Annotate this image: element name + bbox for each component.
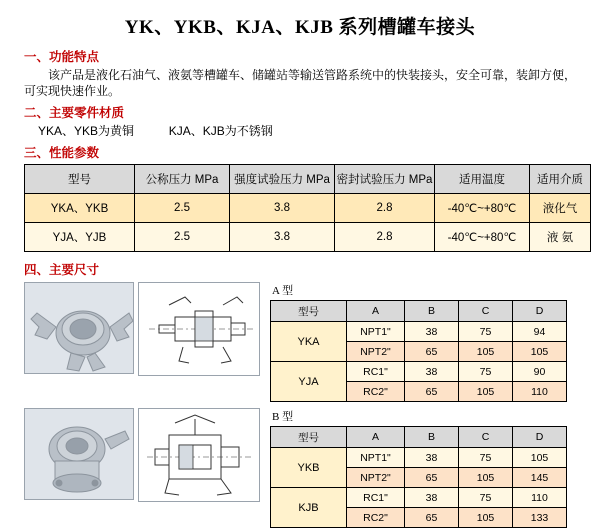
- col-d: D: [513, 301, 567, 322]
- cell-nominal-pressure: 2.5: [135, 194, 230, 223]
- col-a: A: [347, 301, 405, 322]
- dimensions-area: [24, 282, 594, 528]
- cell-model: YKB: [271, 448, 347, 488]
- cell-a: RC1": [347, 488, 405, 508]
- table-row: [271, 488, 567, 508]
- cell-model: YKA: [271, 322, 347, 362]
- table-row: [271, 448, 567, 468]
- cell-seal-test-pressure: 2.8: [335, 223, 435, 252]
- coupling-drawing-b: [138, 408, 260, 502]
- cell-a: NPT2": [347, 468, 405, 488]
- cell-strength-test-pressure: 3.8: [230, 194, 335, 223]
- cell-d: 133: [513, 508, 567, 528]
- section-heading-performance: 三、性能参数: [24, 146, 100, 160]
- col-strength-test-pressure: 强度试验压力 MPa: [230, 165, 335, 194]
- cell-a: RC2": [347, 382, 405, 402]
- cell-c: 75: [459, 488, 513, 508]
- cell-strength-test-pressure: 3.8: [230, 223, 335, 252]
- cell-a: NPT1": [347, 322, 405, 342]
- table-header-row: [271, 301, 567, 322]
- section-text-features: 该产品是液化石油气、液氨等槽罐车、储罐站等输送管路系统中的快装接头，安全可靠，装卸方便，可实现快速作业。: [24, 68, 577, 98]
- dimension-table-a: [270, 300, 567, 402]
- col-seal-test-pressure: 密封试验压力 MPa: [335, 165, 435, 194]
- performance-table: [24, 164, 591, 252]
- col-c: C: [459, 427, 513, 448]
- col-a: A: [347, 427, 405, 448]
- cell-d: 105: [513, 448, 567, 468]
- dimension-table-b: [270, 426, 567, 528]
- col-nominal-pressure: 公称压力 MPa: [135, 165, 230, 194]
- cell-d: 110: [513, 488, 567, 508]
- material-brass: YKA、YKB为黄铜: [38, 124, 135, 138]
- cell-b: 65: [405, 382, 459, 402]
- coupling-drawing-a: [138, 282, 260, 376]
- cell-c: 105: [459, 508, 513, 528]
- cell-b: 65: [405, 508, 459, 528]
- cell-c: 105: [459, 468, 513, 488]
- cell-c: 75: [459, 362, 513, 382]
- cell-c: 105: [459, 342, 513, 362]
- cell-nominal-pressure: 2.5: [135, 223, 230, 252]
- coupling-photo-b: [24, 408, 134, 500]
- col-temperature: 适用温度: [435, 165, 530, 194]
- dimension-table-a-wrap: [270, 282, 567, 402]
- col-b: B: [405, 301, 459, 322]
- dimension-row-b: [24, 408, 594, 528]
- material-steel: KJA、KJB为不锈钢: [168, 124, 273, 138]
- col-model: 型号: [25, 165, 135, 194]
- cell-c: 75: [459, 322, 513, 342]
- cell-c: 75: [459, 448, 513, 468]
- cell-b: 65: [405, 342, 459, 362]
- col-d: D: [513, 427, 567, 448]
- cell-seal-test-pressure: 2.8: [335, 194, 435, 223]
- cell-model: YJA: [271, 362, 347, 402]
- section-heading-dimensions: 四、主要尺寸: [24, 263, 100, 277]
- cell-d: 90: [513, 362, 567, 382]
- cell-medium: 液 氨: [530, 223, 591, 252]
- cell-a: NPT1": [347, 448, 405, 468]
- cell-d: 145: [513, 468, 567, 488]
- cell-a: RC1": [347, 362, 405, 382]
- col-b: B: [405, 427, 459, 448]
- table-header-row: [271, 427, 567, 448]
- dimension-table-b-wrap: [270, 408, 567, 528]
- col-medium: 适用介质: [530, 165, 591, 194]
- section-heading-materials: 二、主要零件材质: [24, 106, 125, 120]
- table-row: [271, 322, 567, 342]
- cell-a: RC2": [347, 508, 405, 528]
- cell-d: 105: [513, 342, 567, 362]
- cell-b: 38: [405, 362, 459, 382]
- cell-c: 105: [459, 382, 513, 402]
- cell-b: 38: [405, 488, 459, 508]
- col-c: C: [459, 301, 513, 322]
- cell-a: NPT2": [347, 342, 405, 362]
- cell-b: 38: [405, 322, 459, 342]
- col-model: 型号: [271, 301, 347, 322]
- cell-b: 65: [405, 468, 459, 488]
- type-label-b: B 型: [272, 411, 294, 423]
- table-row: [271, 362, 567, 382]
- cell-temperature: -40℃~+80℃: [435, 194, 530, 223]
- cell-medium: 液化气: [530, 194, 591, 223]
- cell-model: YJA、YJB: [25, 223, 135, 252]
- cell-temperature: -40℃~+80℃: [435, 223, 530, 252]
- page-title: YK、YKB、KJA、KJB 系列槽罐车接头: [124, 17, 476, 38]
- dimension-row-a: [24, 282, 594, 402]
- table-header-row: [25, 165, 591, 194]
- section-heading-features: 一、功能特点: [24, 50, 100, 64]
- document-page: [0, 12, 600, 528]
- type-label-a: A 型: [272, 285, 294, 297]
- cell-b: 38: [405, 448, 459, 468]
- coupling-photo-a: [24, 282, 134, 374]
- table-row: [25, 223, 591, 252]
- table-row: [25, 194, 591, 223]
- cell-d: 110: [513, 382, 567, 402]
- cell-model: KJB: [271, 488, 347, 528]
- cell-d: 94: [513, 322, 567, 342]
- cell-model: YKA、YKB: [25, 194, 135, 223]
- col-model: 型号: [271, 427, 347, 448]
- section-text-materials: [38, 123, 582, 139]
